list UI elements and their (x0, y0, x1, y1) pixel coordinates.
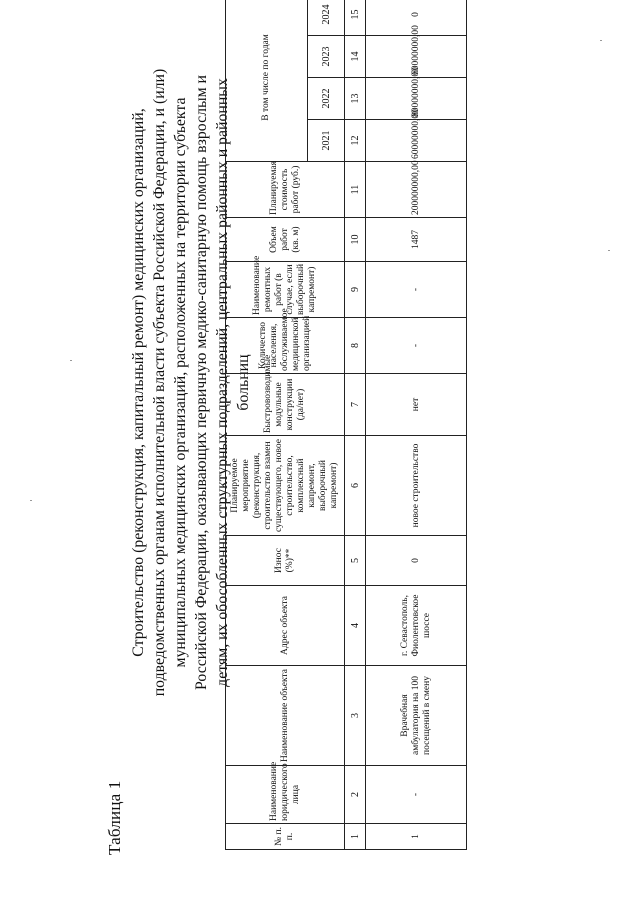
colnum: 5 (345, 536, 366, 586)
colnum: 12 (345, 120, 366, 162)
colnum: 8 (345, 318, 366, 374)
table-caption: Таблица 1 (105, 780, 124, 855)
cell-population: - (366, 318, 467, 374)
scan-speck (30, 500, 32, 501)
scan-speck (70, 360, 72, 361)
header-planned-activity: Планируемое мероприятие (реконструкция, строительство взамен существующего, новое строительство, комплексный капремонт, выборочный капремонт) (226, 436, 345, 536)
cell-volume: 1487 (366, 218, 467, 262)
colnum: 14 (345, 36, 366, 78)
colnum: 7 (345, 374, 366, 436)
data-table (225, 0, 467, 850)
colnum: 13 (345, 78, 366, 120)
scan-speck (600, 40, 602, 41)
header-modular: Быстровозводимые модульные конструкции (да/нет) (226, 374, 345, 436)
header-legal-entity: Наименование юридического лица (226, 766, 345, 824)
cell-cost: 200000000,00 (366, 162, 467, 218)
header-volume: Объем работ (кв. м) (226, 218, 345, 262)
header-years-group: В том числе по годам (226, 0, 308, 162)
cell-repair-works: - (366, 262, 467, 318)
colnum: 4 (345, 586, 366, 666)
colnum: 10 (345, 218, 366, 262)
colnum: 6 (345, 436, 366, 536)
colnum: 2 (345, 766, 366, 824)
year-2021: 2021 (308, 120, 345, 162)
cell-wear: 0 (366, 536, 467, 586)
year-2022: 2022 (308, 78, 345, 120)
cell-2024: 0 (366, 0, 467, 36)
document-title: Строительство (реконструкция, капитальный ремонт) медицинских организаций, подведомственных органам исполнительной власти субъекта Российской Федерации, и (или) муниципальных медицинских организаций, расположенных на территории субъекта Российской Федерации, оказывающих первичную медико-санитарную помощь взрослым и детям, их обособленных структурных подразделений, центральных районных и районных больниц (130, 68, 252, 697)
colnum: 11 (345, 162, 366, 218)
cell-2022: 80000000,00 (366, 78, 467, 120)
year-2024: 2024 (308, 0, 345, 36)
header-cost: Планируемая стоимость работ (руб.) (226, 162, 345, 218)
header-object-address: Адрес объекта (226, 586, 345, 666)
cell-planned-activity: новое строительство (366, 436, 467, 536)
header-wear: Износ (%)** (226, 536, 345, 586)
cell-object-address: г. Севастополь, Фиолентовское шоссе (366, 586, 467, 666)
cell-legal-entity: - (366, 766, 467, 824)
cell-2021: 60000000,00 (366, 120, 467, 162)
colnum: 9 (345, 262, 366, 318)
cell-object-name: Врачебная амбулатория на 100 посещений в смену (366, 666, 467, 766)
header-repair-works: Наименование ремонтных работ (в случае, если выборочный капремонт) (226, 262, 345, 318)
colnum: 15 (345, 0, 366, 36)
cell-num: 1 (366, 824, 467, 850)
table-container (225, 4, 432, 850)
scan-speck (608, 250, 610, 251)
header-population: Количество населения, обслуживаемое медицинской организацией (226, 318, 345, 374)
header-num: № п. п. (226, 824, 345, 850)
header-object-name: Наименование объекта (226, 666, 345, 766)
cell-modular: нет (366, 374, 467, 436)
colnum: 3 (345, 666, 366, 766)
column-number-row (345, 0, 366, 850)
table-row (366, 0, 467, 850)
cell-2023: 60000000,00 (366, 36, 467, 78)
header-row (226, 0, 308, 850)
year-2023: 2023 (308, 36, 345, 78)
colnum: 1 (345, 824, 366, 850)
